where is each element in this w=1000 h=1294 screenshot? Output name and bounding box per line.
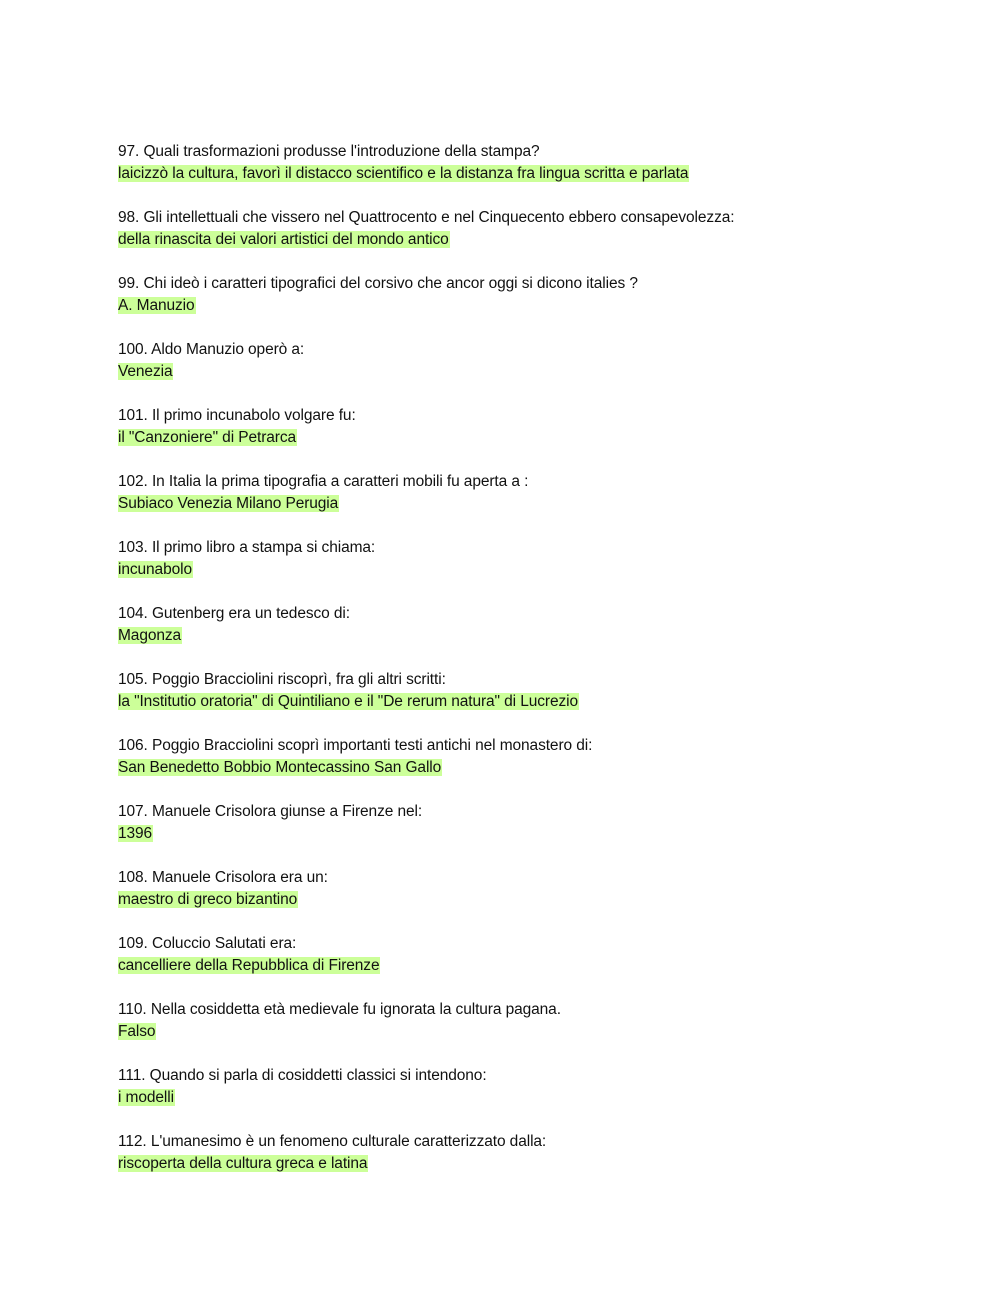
question-text: 102. In Italia la prima tipografia a caratteri mobili fu aperta a : bbox=[118, 473, 529, 490]
question-text: 98. Gli intellettuali che vissero nel Quattrocento e nel Cinquecento ebbero consapevolezza: bbox=[118, 209, 735, 226]
question-text: 103. Il primo libro a stampa si chiama: bbox=[118, 539, 376, 556]
question-text: 111. Quando si parla di cosiddetti classici si intendono: bbox=[118, 1067, 487, 1084]
question-text: 100. Aldo Manuzio operò a: bbox=[118, 341, 305, 358]
qa-item bbox=[118, 867, 958, 933]
question-text: 99. Chi ideò i caratteri tipografici del corsivo che ancor oggi si dicono italies ? bbox=[118, 275, 638, 292]
answer-line bbox=[118, 955, 958, 977]
question-text: 112. L'umanesimo è un fenomeno culturale caratterizzato dalla: bbox=[118, 1133, 547, 1150]
qa-item bbox=[118, 603, 958, 669]
answer-highlight: il "Canzoniere" di Petrarca bbox=[118, 429, 297, 446]
answer-highlight: Venezia bbox=[118, 363, 173, 380]
question-text: 108. Manuele Crisolora era un: bbox=[118, 869, 328, 886]
qa-item bbox=[118, 669, 958, 735]
answer-highlight: i modelli bbox=[118, 1089, 174, 1106]
qa-item bbox=[118, 141, 958, 207]
answer-highlight: Subiaco Venezia Milano Perugia bbox=[118, 495, 339, 512]
qa-item bbox=[118, 339, 958, 405]
qa-item bbox=[118, 273, 958, 339]
question-answer-list bbox=[118, 141, 958, 1197]
qa-item bbox=[118, 1131, 958, 1197]
qa-item bbox=[118, 999, 958, 1065]
answer-line bbox=[118, 691, 958, 713]
answer-highlight: San Benedetto Bobbio Montecassino San Gallo bbox=[118, 759, 442, 776]
question-text: 104. Gutenberg era un tedesco di: bbox=[118, 605, 350, 622]
answer-line bbox=[118, 757, 958, 779]
answer-line bbox=[118, 229, 958, 251]
qa-item bbox=[118, 933, 958, 999]
question-text: 110. Nella cosiddetta età medievale fu ignorata la cultura pagana. bbox=[118, 1001, 561, 1018]
answer-highlight: la "Institutio oratoria" di Quintiliano e il "De rerum natura" di Lucrezio bbox=[118, 693, 579, 710]
qa-item bbox=[118, 207, 958, 273]
answer-line bbox=[118, 559, 958, 581]
answer-highlight: laicizzò la cultura, favorì il distacco scientifico e la distanza fra lingua scritta e parlata bbox=[118, 165, 689, 182]
question-text: 101. Il primo incunabolo volgare fu: bbox=[118, 407, 356, 424]
qa-item bbox=[118, 537, 958, 603]
answer-highlight: cancelliere della Repubblica di Firenze bbox=[118, 957, 380, 974]
question-text: 97. Quali trasformazioni produsse l'introduzione della stampa? bbox=[118, 143, 540, 160]
answer-highlight: Falso bbox=[118, 1023, 156, 1040]
question-text: 106. Poggio Bracciolini scoprì importanti testi antichi nel monastero di: bbox=[118, 737, 593, 754]
answer-line bbox=[118, 1087, 958, 1109]
answer-highlight: A. Manuzio bbox=[118, 297, 195, 314]
question-text: 107. Manuele Crisolora giunse a Firenze nel: bbox=[118, 803, 423, 820]
answer-highlight: riscoperta della cultura greca e latina bbox=[118, 1155, 368, 1172]
qa-item bbox=[118, 471, 958, 537]
answer-highlight: maestro di greco bizantino bbox=[118, 891, 298, 908]
question-text: 105. Poggio Bracciolini riscoprì, fra gli altri scritti: bbox=[118, 671, 446, 688]
qa-item bbox=[118, 405, 958, 471]
qa-item bbox=[118, 801, 958, 867]
answer-highlight: Magonza bbox=[118, 627, 182, 644]
answer-line bbox=[118, 625, 958, 647]
answer-highlight: incunabolo bbox=[118, 561, 192, 578]
answer-line bbox=[118, 493, 958, 515]
answer-line bbox=[118, 889, 958, 911]
answer-line bbox=[118, 1021, 958, 1043]
qa-item bbox=[118, 735, 958, 801]
answer-line bbox=[118, 295, 958, 317]
answer-line bbox=[118, 361, 958, 383]
answer-highlight: della rinascita dei valori artistici del mondo antico bbox=[118, 231, 449, 248]
answer-line bbox=[118, 823, 958, 845]
answer-highlight: 1396 bbox=[118, 825, 153, 842]
qa-item bbox=[118, 1065, 958, 1131]
answer-line bbox=[118, 163, 958, 185]
question-text: 109. Coluccio Salutati era: bbox=[118, 935, 297, 952]
answer-line bbox=[118, 427, 958, 449]
answer-line bbox=[118, 1153, 958, 1175]
